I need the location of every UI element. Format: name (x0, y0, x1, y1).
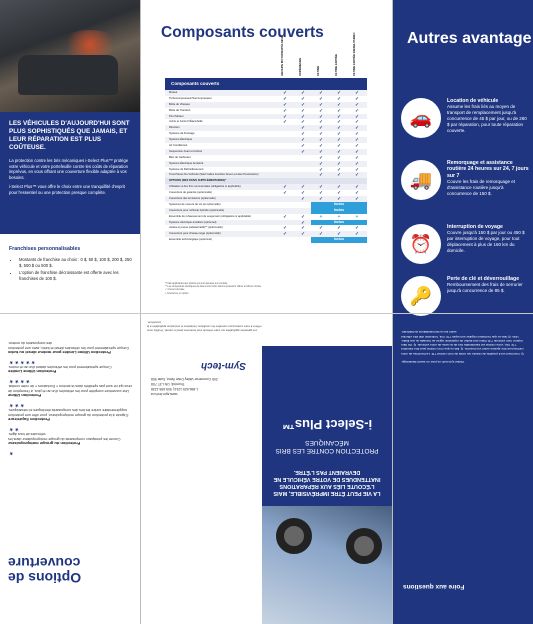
row-label: Utilisation à des fins commerciales (obligatoire si applicable) (169, 185, 241, 189)
check-icon: ✓ (319, 107, 323, 113)
benefit-item (399, 96, 529, 156)
check-icon: ✓ (319, 90, 323, 95)
brochure-cover (262, 346, 392, 624)
benefit-text (447, 98, 529, 133)
check-icon: ✓ (319, 225, 323, 231)
sym-tech-logo: Sym-tech (201, 360, 247, 371)
included-badge: Inclus (311, 208, 367, 214)
intro-paragraph-1: La protection contre les bris mécaniques i-Select Plus™ protège votre véhicule et votre portefeuille contre les coûts de réparation imprévus, en vous offrant une couverture flexible adaptée à vos besoins. (9, 158, 129, 180)
benefit-description: Couvre jusqu'à 150 $ par jour ou 450 $ par interruption de voyage, pour tout déplacement à plus de 160 km du domicile. (447, 230, 525, 253)
row-label: Bloc de Carburant (169, 155, 191, 159)
check-icon: ✓ (319, 95, 323, 101)
check-icon: ✓ (355, 225, 359, 231)
table-row (165, 237, 367, 243)
benefit-text (447, 160, 529, 197)
check-icon: ✓ (355, 184, 359, 190)
legal-text: Les garanties applicables sur votre véhicule sont énoncées dans le contrat. Veuillez vous référer à votre contrat pour connaître les conditions, limitations et exclusions applicables à la couverture. (147, 320, 262, 333)
column-header-label: ULTIME LIMITÉE DIESEL/TURBO (352, 32, 356, 76)
check-icon: ✓ (337, 154, 341, 160)
benefit-title: Remorquage et assistance routière 24 heures sur 24, 7 jours sur 7 (447, 160, 529, 179)
check-icon: ✓ (337, 148, 341, 154)
check-icon: ✓ (319, 166, 323, 172)
check-icon: ✓ (319, 184, 323, 190)
coverage-table (165, 32, 367, 243)
check-icon: ✓ (319, 172, 323, 178)
check-icon: ✓ (301, 190, 305, 196)
check-icon: ✓ (319, 143, 323, 149)
brochure-brand: i-Select Plus™ (281, 417, 373, 432)
row-label: Pont Moteur (169, 114, 184, 118)
row-label: Couverture de garantie (optionnelle) (169, 191, 213, 195)
row-label: Direction (169, 126, 180, 130)
star-rating-icon: ★ (8, 450, 14, 456)
faq-text (401, 330, 525, 364)
franchise-item: • Montants de franchise au choix : 0 $, 50 $, 100 $, 200 $, 250 $, 500 $ ou 500 $. (19, 257, 133, 268)
brochure-subtitle: PROTECTION CONTRE LES BRIS MÉCANIQUES (275, 439, 379, 454)
check-icon: ✓ (301, 95, 305, 101)
benefit-text (447, 224, 529, 254)
check-icon: ✓ (337, 225, 341, 231)
row-label: Jantes et pneus (rabais/crédit)** (optionnelle) (169, 226, 223, 230)
row-label: Ensemble de rehaussement de suspension (obligatoire si applicable) (169, 214, 252, 218)
row-label: Ensemble technologique (optionnel) (169, 238, 212, 242)
faq-body: Q. Comment est-il possible de réduire les coûts de mon contrat ? R. La franchise de votre contrat peut être ajustée selon vos besoins. Q. Est-ce que mon contrat peut être transféré ? R. Oui, votre contrat est transférable lors de la vente de votre véhicule. Q. Où faire réparer mon véhicule ? R. Dans tout atelier de réparation agréé au Canada ou aux États-Unis. Q. Est-ce que l'entretien régulier est requis ? R. Oui, l'entretien doit être effectué selon les recommandations du fabricant. (401, 330, 524, 356)
check-icon: ✓ (319, 196, 323, 202)
row-label: Système Électrique Amélioré (169, 161, 204, 165)
included-badge: Inclus (311, 237, 367, 243)
check-icon: ✓ (337, 160, 341, 166)
check-icon: ✓ (301, 125, 305, 131)
check-icon: ✓ (301, 219, 305, 225)
row-label: Système de Freinage (169, 132, 195, 136)
option-text: Une couverture complète pour les véhicules d'un an et plus, à l'exception de ceux qui ne sont pas spécifiés dans la section « Exclusions » de votre contrat. (8, 384, 133, 393)
option-heading: Protection Ultime (8, 393, 42, 398)
check-icon: ✓ (301, 225, 305, 231)
option-heading: Protection Supérieure (8, 417, 50, 422)
check-icon: ✓ (301, 184, 305, 190)
check-icon: ✓ (283, 184, 287, 190)
column-header (299, 52, 315, 78)
check-icon: ✓ (301, 137, 305, 143)
check-icon: ✓ (301, 148, 305, 154)
check-icon: ✓ (319, 154, 323, 160)
check-icon: ✓ (301, 113, 305, 119)
check-icon: ✓ (319, 137, 323, 143)
included-badge: Inclus (311, 202, 367, 208)
check-icon: ✓ (355, 231, 359, 237)
faq-title: Foire aux questions (403, 583, 465, 590)
check-icon: ✓ (301, 119, 305, 125)
check-icon: ✓ (355, 95, 359, 101)
benefit-title: Perte de clé et déverrouillage (447, 276, 520, 282)
fold-line (0, 313, 533, 314)
check-icon: ✓ (337, 190, 341, 196)
check-icon: ✓ (337, 184, 341, 190)
optional-plus-icon: + (355, 213, 359, 219)
check-icon: ✓ (337, 107, 341, 113)
table-body (165, 90, 367, 243)
check-icon: ✓ (337, 113, 341, 119)
check-icon: ✓ (355, 154, 359, 160)
check-icon: ✓ (337, 231, 341, 237)
row-label: Tous Pièces Du Véhicule (Sauf Celles Inscrites Sous La Liste D'exclusions) (169, 173, 259, 177)
check-icon: ✓ (283, 90, 287, 95)
check-icon: ✓ (283, 231, 287, 237)
check-icon: ✓ (337, 90, 341, 95)
star-rating-icon: ★★★★★ (8, 359, 36, 365)
check-icon: ✓ (337, 166, 341, 172)
check-icon: ✓ (337, 125, 341, 131)
coverage-options-list (8, 340, 134, 455)
column-header (335, 52, 351, 78)
intro-headline: LES VÉHICULES D'AUJOURD'HUI SONT PLUS SOPHISTIQUÉS QUE JAMAIS, ET LEUR RÉPARATION EST PLUS COÛTEUSE. (9, 120, 130, 151)
right-panel (393, 0, 533, 624)
check-icon: ✓ (283, 190, 287, 196)
column-header (317, 52, 333, 78)
benefit-title: Interruption de voyage (447, 224, 503, 230)
car-engine-photo (0, 0, 140, 112)
row-label: Couverture pour chasse-neige (optionnelle) (169, 232, 221, 236)
check-icon: ✓ (355, 160, 359, 166)
check-icon: ✓ (301, 107, 305, 113)
benefit-description: Couvre les frais de remorquage et d'assistance routière jusqu'à concurrence de 150 $. (447, 179, 516, 196)
check-icon: ✓ (319, 160, 323, 166)
check-icon: ✓ (319, 131, 323, 137)
check-icon: ✓ (301, 101, 305, 107)
check-icon: ✓ (355, 166, 359, 172)
row-label: OPTIONS (DES FRAIS SUPPLÉMENTAIRES)* (169, 179, 227, 183)
check-icon: ✓ (355, 125, 359, 131)
car-hood-shape (18, 55, 118, 95)
row-label: Turbocompresseur/Surcompresseur (169, 96, 212, 100)
optional-plus-icon: + (319, 213, 323, 219)
check-icon: ✓ (355, 101, 359, 107)
option-heading: Protection Ultime Limitée (8, 369, 57, 374)
benefit-item (399, 158, 529, 218)
row-label: Air Conditionné (169, 144, 188, 148)
intro-block (0, 112, 140, 234)
contact-block (151, 376, 255, 396)
components-title: Composants couverts (161, 24, 324, 41)
contact-phone: 1.866.625.1216 | 905.695.1238 (151, 387, 199, 391)
check-icon: ✓ (355, 119, 359, 125)
check-icon: ✓ (319, 125, 323, 131)
check-icon: ✓ (355, 190, 359, 196)
check-icon: ✓ (319, 119, 323, 125)
check-icon: ✓ (319, 148, 323, 154)
check-icon: ✓ (319, 113, 323, 119)
check-icon: ✓ (319, 190, 323, 196)
option-text: Conçue spécialement pour les véhicules diesel et turbo, avec une protection des composants du moteur. (8, 341, 130, 350)
benefit-text (447, 276, 529, 294)
check-icon: ✓ (283, 213, 287, 219)
row-label: Systèmes de mesure de vis (et optionnelle) (169, 202, 221, 206)
contact-website: www.sym-tech.ca (151, 392, 178, 396)
column-header-label: GROUPE MOTOPROPULSEUR (280, 35, 284, 76)
check-icon: ✓ (283, 113, 287, 119)
check-icon: ✓ (355, 113, 359, 119)
check-icon: ✓ (355, 131, 359, 137)
check-icon: ✓ (337, 119, 341, 125)
row-label: Suspension Avant et Arrière (169, 149, 203, 153)
check-icon: ✓ (283, 225, 287, 231)
row-label: Moteur (169, 91, 178, 94)
center-panel (141, 0, 392, 624)
benefit-description: Assume les frais liés au moyen de transport de remplacement jusqu'à concurrence de 45 $ par jour, ou de 280 $ par réparation, pour toute réparation couverte. (447, 104, 527, 133)
option-text: Couvre les principaux composants du groupe motopropulseur dans les véhicules de tous âges. (8, 432, 121, 441)
option-text: S'ajoute à la protection du groupe motopropulseur, pour offrir une protection supplémentaire contre les bris des composants électriques et mécaniques. (8, 408, 129, 417)
franchise-section (9, 246, 133, 283)
row-label: Couverture des émissions (optionnelle) (169, 197, 216, 201)
check-icon: ✓ (301, 213, 305, 219)
column-header-label: ULTIME (316, 65, 320, 76)
row-label: Système Électrique (169, 138, 193, 142)
left-panel (0, 0, 140, 624)
benefit-item (399, 222, 529, 282)
check-icon: ✓ (301, 90, 305, 95)
column-header-label: SUPÉRIEURE (298, 57, 302, 76)
check-icon: ✓ (301, 231, 305, 237)
row-label: Couverture pour véhicule hybride (optionnelle) (169, 208, 225, 212)
option-text: Conçue spécialement pour les véhicules datant d'un an et moins. (8, 365, 112, 369)
column-header-label: ULTIME LIMITÉE (334, 53, 338, 76)
check-icon: ✓ (337, 101, 341, 107)
mechanics-photo (262, 506, 392, 624)
tire-icon (276, 518, 312, 554)
check-icon: ✓ (337, 137, 341, 143)
star-rating-icon: ★★ (8, 426, 19, 432)
options-title: Options de couverture (8, 555, 82, 586)
star-rating-icon: ★★★ (8, 402, 25, 408)
check-icon: ✓ (337, 143, 341, 149)
benefit-description: Remboursement des frais de serrurier jusqu'à concurrence de 85 $. (447, 282, 523, 294)
key-icon: 🔑 (401, 276, 441, 316)
check-icon: ✓ (301, 196, 305, 202)
check-icon: ✓ (337, 131, 341, 137)
franchise-item: • L'option de franchise décroissante est offerte avec les franchises de 100 $. (19, 270, 133, 281)
franchise-title: Franchises personnalisables (9, 246, 81, 252)
tow-truck-icon: 🚚 (401, 160, 441, 200)
optional-plus-icon: + (337, 213, 341, 219)
faq-contact: Visitez sym-tech.ca pour en savoir davantage. (401, 360, 465, 365)
row-label: Joints et Joints D'Étanchéité (169, 120, 203, 124)
intro-paragraph-2: i-Select Plus™ vous offre le choix entre une tranquillité d'esprit pour l'essentiel ou une protection presque complète. (9, 184, 125, 195)
contact-city: Thornhill, ON L3T 7X8 (151, 382, 185, 386)
table-footnotes (165, 283, 367, 296)
column-header (280, 35, 297, 78)
check-icon: ✓ (283, 107, 287, 113)
clock-icon: ⏰ (401, 224, 441, 264)
footnote: * Frais applicables aux options qui sont ajoutées aux contrats. (165, 283, 228, 285)
check-icon: ✓ (319, 101, 323, 107)
benefit-item (399, 274, 529, 334)
check-icon: ✓ (355, 90, 359, 95)
check-icon: ✓ (355, 148, 359, 154)
check-icon: ✓ (283, 101, 287, 107)
check-icon: ✓ (301, 143, 305, 149)
check-icon: ✓ (337, 196, 341, 202)
check-icon: ✓ (319, 231, 323, 237)
car-icon: 🚗 (401, 98, 441, 138)
check-icon: ✓ (301, 131, 305, 137)
legend-optional: + Couverture en option (165, 292, 189, 295)
check-icon: ✓ (283, 119, 287, 125)
option-heading: Protection Ultime Limitée pour moteur diesel ou turbo (8, 350, 111, 355)
benefit-title: Location de véhicule (447, 98, 499, 104)
row-label: Système de Refroidissement (169, 167, 204, 171)
included-badge: Inclus (311, 220, 367, 226)
legend-covered: ✓ Couvert de base (165, 289, 185, 292)
footnote: ** Les composants électriques de bases sont inclus dans la protection Ultime et Ultime Limitée. (165, 286, 262, 289)
check-icon: ✓ (355, 196, 359, 202)
star-rating-icon: ★★★★ (8, 378, 30, 384)
column-header (352, 32, 369, 78)
row-label: Boîte de Transfert (169, 108, 191, 112)
brochure-tagline: LA VIE PEUT ÊTRE IMPRÉVISIBLE, MAIS L'ÉCOUTE LIÉS AUX RÉPARATIONS INATTENDUES DE VOTRE VÉHICULE NE DEVRAIENT PAS L'ÊTRE. (273, 469, 381, 496)
row-label: Système électrique amélioré (optionnel) (169, 220, 217, 224)
check-icon: ✓ (355, 137, 359, 143)
option-heading: Protection du groupe motopropulseur (8, 441, 81, 446)
table-header: Composants couverts (165, 78, 367, 90)
check-icon: ✓ (355, 172, 359, 178)
contact-address: 205 Commerce Valley Drive West, Suite 508 (151, 377, 218, 381)
check-icon: ✓ (283, 95, 287, 101)
check-icon: ✓ (337, 172, 341, 178)
check-icon: ✓ (355, 143, 359, 149)
check-icon: ✓ (337, 95, 341, 101)
row-label: Boîte de Vitesses (169, 102, 190, 106)
tire-icon (346, 528, 382, 564)
other-benefits-title: Autres avantage (407, 30, 532, 47)
check-icon: ✓ (355, 107, 359, 113)
